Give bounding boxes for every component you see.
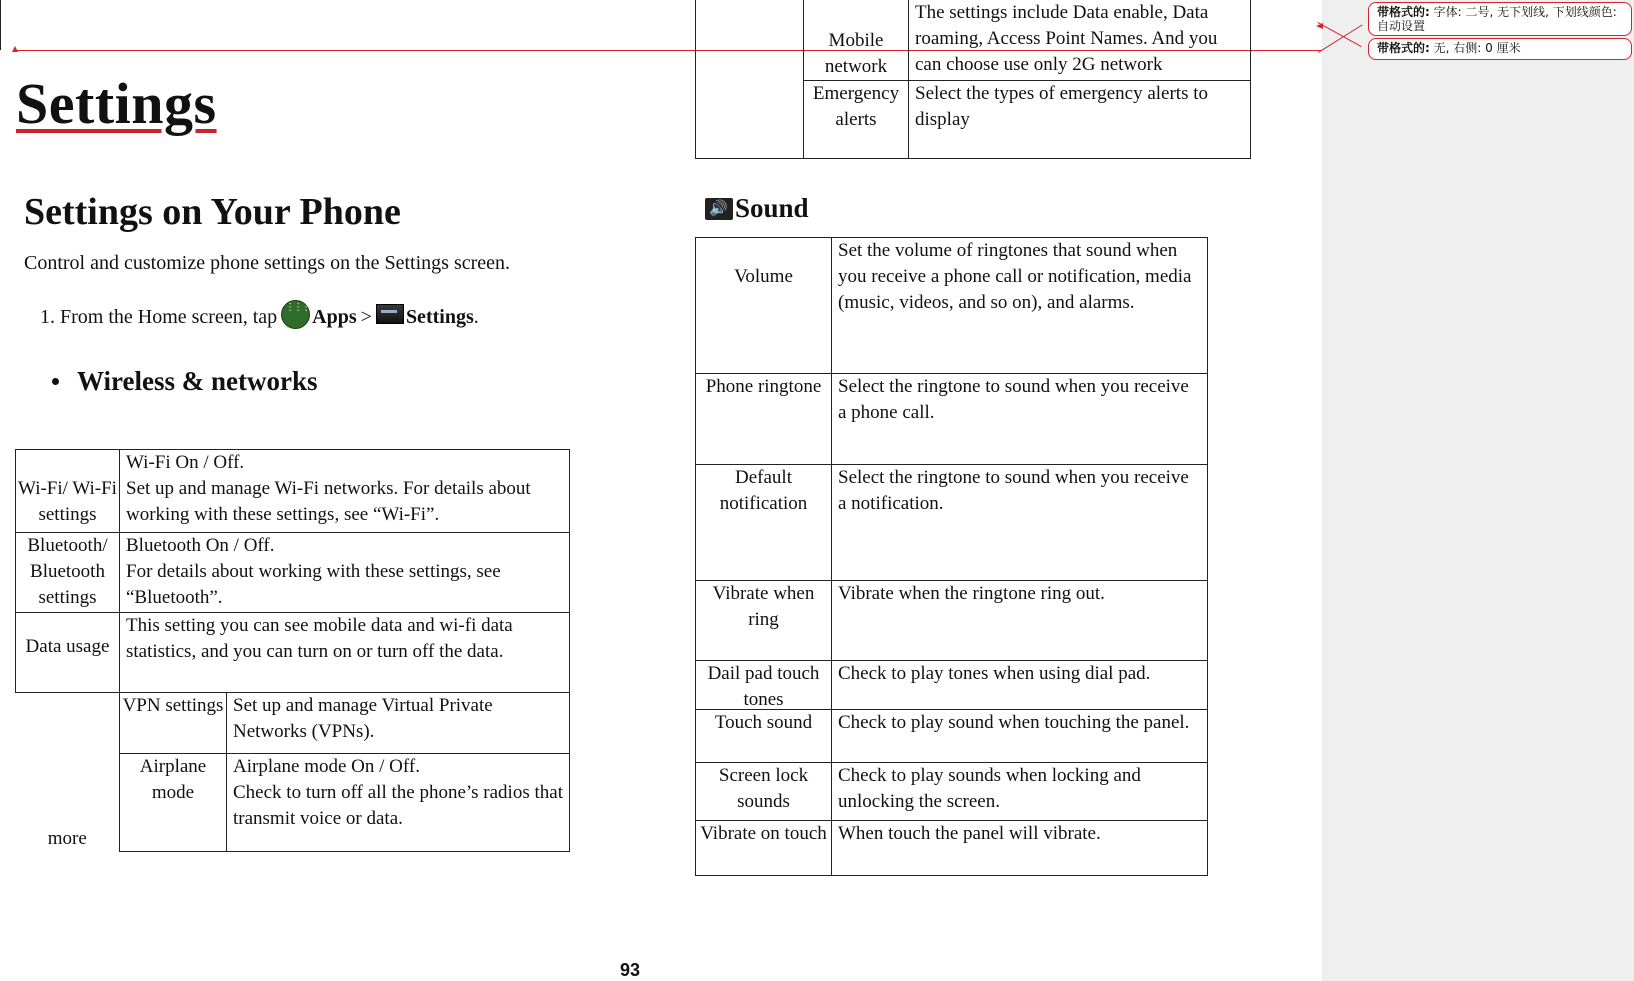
step-separator: > [360, 306, 372, 328]
bullet-icon [52, 378, 59, 385]
sound-heading [705, 193, 809, 224]
row-desc: Select the ringtone to sound when you receive a notification. [832, 465, 1208, 581]
row-label: Vibrate on touch [696, 821, 832, 876]
table-row [696, 710, 1208, 763]
step-settings-label: Settings [405, 306, 474, 328]
table-row [16, 613, 570, 693]
row-label: Default notification [696, 465, 832, 581]
row-desc: This setting you can see mobile data and wi-fi data statistics, and you can turn on or turn off the data. [120, 613, 570, 693]
format-comment-balloon[interactable] [1368, 38, 1632, 60]
table-row [696, 465, 1208, 581]
wireless-heading-text: Wireless & networks [77, 366, 318, 396]
row-desc: The settings include Data enable, Data roaming, Access Point Names. And you can choose use only 2G network [909, 0, 1251, 80]
comment-title: 带格式的: [1377, 5, 1430, 19]
change-marker-icon [12, 46, 18, 52]
table-row [696, 821, 1208, 876]
text-cursor [0, 0, 1, 50]
table-row [696, 238, 1208, 374]
row-label: Volume [696, 238, 832, 374]
row-label: Screen lock sounds [696, 763, 832, 821]
mobile-table [695, 0, 1251, 159]
page-number: 93 [620, 960, 641, 980]
row-desc: Check to play sounds when locking and unlocking the screen. [832, 763, 1208, 821]
empty-cell [696, 0, 804, 158]
wireless-table [15, 449, 570, 852]
table-row [696, 763, 1208, 821]
row-label: Emergency alerts [804, 80, 909, 158]
comment-margin-pane [1322, 0, 1634, 981]
row-label [696, 661, 832, 710]
row-label: Mobile network [804, 0, 909, 80]
speaker-icon [705, 198, 733, 220]
intro-paragraph: Control and customize phone settings on the Settings screen. [24, 252, 511, 274]
table-row [696, 661, 1208, 710]
row-label: VPN settings [120, 693, 227, 754]
row-label: Touch sound [696, 710, 832, 763]
row-desc: Airplane mode On / Off. Check to turn off all the phone’s radios that transmit voice or data. [227, 754, 570, 852]
row-desc: Select the ringtone to sound when you receive a phone call. [832, 374, 1208, 465]
row-label: Bluetooth/ Bluetooth settings [16, 533, 120, 613]
sound-table [695, 237, 1208, 876]
format-comment-balloon[interactable] [1368, 2, 1632, 36]
row-label: Data usage [16, 613, 120, 693]
more-label: more [16, 693, 120, 852]
comment-text: 字体: 二号, 无下划线, 下划线颜色: 自动设置 [1377, 5, 1617, 33]
section-title: Settings on Your Phone [24, 191, 401, 233]
row-desc: When touch the panel will vibrate. [832, 821, 1208, 876]
row-desc: Select the types of emergency alerts to display [909, 80, 1251, 158]
settings-icon [376, 304, 404, 324]
row-desc: Vibrate when the ringtone ring out. [832, 581, 1208, 661]
row-desc: Wi-Fi On / Off. Set up and manage Wi-Fi networks. For details about working with these settings, see “Wi-Fi”. [120, 450, 570, 533]
table-row [696, 0, 1251, 80]
row-label: Phone ringtone [696, 374, 832, 465]
comment-text: 无, 右侧: 0 厘米 [1433, 41, 1521, 55]
row-desc: Bluetooth On / Off. For details about working with these settings, see “Bluetooth”. [120, 533, 570, 613]
table-row [16, 533, 570, 613]
row-desc: Set up and manage Virtual Private Networks (VPNs). [227, 693, 570, 754]
table-row [696, 374, 1208, 465]
wireless-heading [52, 366, 317, 397]
comment-title: 带格式的: [1377, 41, 1430, 55]
apps-icon [281, 300, 310, 329]
row-desc: Check to play tones when using dial pad. [832, 661, 1208, 710]
table-row [696, 581, 1208, 661]
page-title: Settings [16, 71, 217, 136]
row-desc: Check to play sound when touching the panel. [832, 710, 1208, 763]
table-row [16, 693, 570, 754]
row-desc: Set the volume of ringtones that sound when you receive a phone call or notification, media (music, videos, and so on), and alarms. [832, 238, 1208, 374]
row-label: Vibrate when ring [696, 581, 832, 661]
row-label: Wi-Fi/ Wi-Fi settings [16, 450, 120, 533]
row-label-text: Dail pad touch tones [707, 663, 820, 709]
sound-heading-text: Sound [735, 193, 809, 223]
step-prefix: 1. From the Home screen, tap [40, 306, 278, 328]
step-suffix: . [473, 306, 479, 328]
table-row [16, 450, 570, 533]
step-apps-label: Apps [312, 306, 357, 328]
row-label: Airplane mode [120, 754, 227, 852]
step-1 [40, 300, 479, 335]
